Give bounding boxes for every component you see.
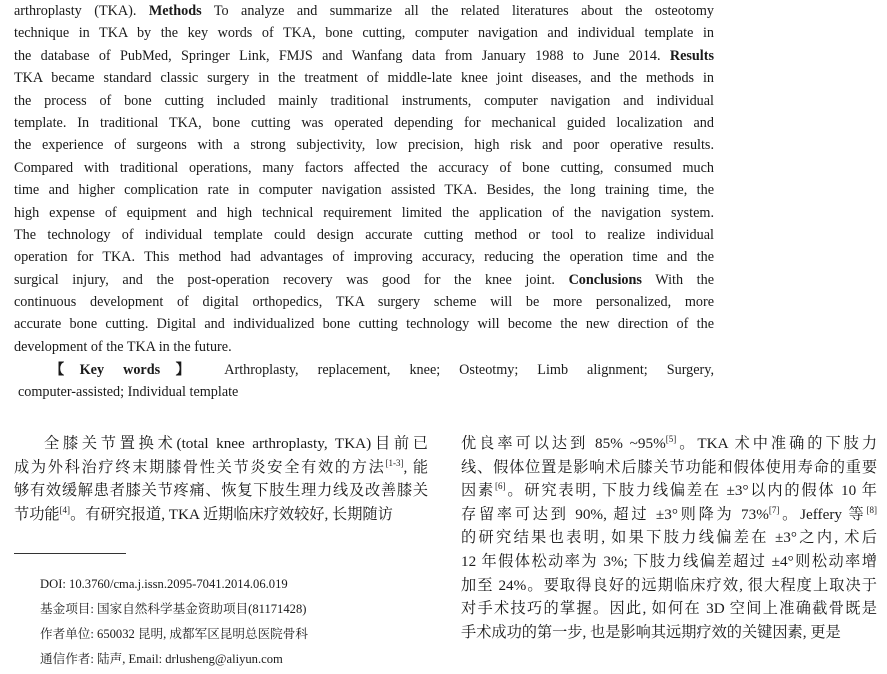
text-line	[14, 313, 714, 335]
text-run: To analyze and summarize all the related literatures about the osteotomy	[201, 3, 714, 19]
text-line	[14, 112, 714, 134]
text-line	[14, 432, 428, 456]
text-line	[14, 90, 714, 112]
keywords-block	[14, 359, 714, 404]
text-run: , 能	[403, 458, 429, 476]
text-line	[461, 479, 877, 503]
text-run: technique in TKA by the key words of TKA, bone cutting, computer navigation and individual template in	[14, 25, 714, 42]
footnotes	[40, 572, 440, 672]
english-abstract	[14, 0, 714, 358]
text-line	[461, 432, 877, 456]
footnote-line: 作者单位: 650032 昆明, 成都军区昆明总医院骨科	[40, 627, 308, 641]
text-run: 因素	[461, 482, 496, 500]
keywords-line-1	[14, 359, 714, 381]
text-run: 。Jeffery 等	[779, 505, 867, 523]
text-run: time and higher complication rate in computer navigation assisted TKA. Besides, the long training time, the	[14, 182, 714, 199]
text-run: the experience of surgeons with a strong subjectivity, low precision, high risk and poor operative results.	[14, 137, 714, 154]
citation-ref: [8]	[866, 504, 877, 515]
citation-ref: [7]	[768, 504, 780, 515]
text-line	[14, 269, 714, 291]
text-run: 线、假体位置是影响术后膝关节功能和假体使用寿命的重要	[461, 458, 877, 476]
text-line	[14, 456, 428, 480]
text-run: arthroplasty (TKA).	[14, 3, 149, 19]
text-run: development of the TKA in the future.	[14, 338, 232, 355]
text-line	[14, 134, 714, 156]
footnote-rule	[14, 553, 126, 554]
citation-ref: [4]	[59, 504, 71, 515]
section-heading: Conclusions	[568, 271, 642, 288]
text-run: 。有研究报道, TKA 近期临床疗效较好, 长期随访	[70, 505, 393, 523]
text-line	[14, 246, 714, 268]
text-line	[461, 456, 877, 480]
text-run: 的研究结果也表明, 如果下肢力线偏差在 ±3°之内, 术后	[461, 529, 877, 547]
citation-ref: [6]	[495, 481, 506, 492]
keywords-label: 【Key words】	[50, 362, 206, 378]
text-run: 。研究表明, 下肢力线偏差在 ±3°以内的假体 10 年	[505, 482, 877, 500]
text-line	[14, 45, 714, 67]
chinese-right-column	[461, 432, 877, 644]
text-run: 存留率可达到 90%, 超过 ±3°则降为 73%	[461, 505, 769, 523]
text-run: continuous development of digital orthopedics, TKA surgery scheme will be more personalized, more	[14, 294, 714, 311]
text-run: 节功能	[14, 505, 60, 523]
text-run: the database of PubMed, Springer Link, FMJS and Wanfang data from January 1988 to June 2014.	[14, 47, 670, 64]
text-run: 对手术技巧的掌握。因此, 如何在 3D 空间上准确截骨既是	[461, 600, 877, 618]
text-line	[14, 179, 714, 201]
text-line	[14, 336, 714, 358]
text-line	[14, 22, 714, 44]
text-line	[14, 0, 714, 22]
text-run: 全膝关节置换术(total knee arthroplasty, TKA)目前已	[44, 435, 428, 452]
footnote-line: 基金项目: 国家自然科学基金资助项目(81171428)	[40, 602, 307, 616]
chinese-left-column	[14, 432, 428, 526]
text-run: template. In traditional TKA, bone cutting was operated depending for mechanical guided localization and	[14, 114, 714, 131]
text-run: operation for TKA. This method had advantages of improving accuracy, reducing the operation time and the	[14, 249, 714, 266]
text-run: TKA became standard classic surgery in the treatment of middle-late knee joint diseases, and the methods in	[14, 70, 714, 87]
text-line	[14, 479, 428, 503]
text-run: accurate bone cutting. Digital and individualized bone cutting technology will become the new direction of the	[14, 316, 714, 333]
keywords-line-2: computer-assisted; Individual template	[18, 384, 239, 401]
text-run: 成为外科治疗终末期膝骨性关节炎安全有效的方法	[14, 458, 386, 476]
footnote-line: DOI: 10.3760/cma.j.issn.2095-7041.2014.06.019	[40, 577, 288, 591]
citation-ref: [1-3]	[385, 457, 404, 468]
text-run: surgical injury, and the post-operation recovery was good for the knee joint.	[14, 271, 569, 288]
section-heading: Methods	[148, 3, 202, 19]
text-run: 够有效缓解患者膝关节疼痛、恢复下肢生理力线及改善膝关	[14, 482, 428, 500]
text-run: 加至 24%。要取得良好的远期临床疗效, 很大程度上取决于	[461, 576, 877, 594]
text-line	[461, 597, 877, 621]
text-run: high expense of equipment and high technical requirement limited the application of the navigation system.	[14, 204, 714, 221]
text-line	[461, 503, 877, 527]
text-run: The technology of individual template could design accurate cutting method or tool to realize individual	[14, 226, 714, 243]
section-heading: Results	[669, 47, 714, 64]
text-run: 手术成功的第一步, 也是影响其远期疗效的关键因素, 更是	[461, 623, 841, 641]
keywords-text-1: Arthroplasty, replacement, knee; Osteotmy; Limb alignment; Surgery,	[224, 362, 715, 378]
text-run: With the	[641, 271, 714, 288]
text-line	[14, 503, 428, 527]
text-line	[14, 224, 714, 246]
citation-ref: [5]	[665, 433, 677, 444]
text-line	[461, 574, 877, 598]
text-run: Compared with traditional operations, many factors affected the accuracy of bone cutting, consumed much	[14, 159, 714, 176]
text-line	[14, 67, 714, 89]
text-line	[461, 621, 877, 645]
text-line	[461, 526, 877, 550]
footnote-line: 通信作者: 陆声, Email: drlusheng@aliyun.com	[40, 652, 283, 666]
text-line	[461, 550, 877, 574]
text-line	[14, 157, 714, 179]
text-run: the process of bone cutting included mainly traditional instruments, computer navigation and individual	[14, 92, 714, 109]
text-run: 优良率可以达到 85% ~95%	[461, 435, 666, 452]
text-run: 12 年假体松动率为 3%; 下肢力线偏差超过 ±4°则松动率增	[461, 552, 877, 570]
text-line	[14, 202, 714, 224]
text-line	[14, 291, 714, 313]
text-run: 。TKA 术中准确的下肢力	[676, 435, 878, 452]
